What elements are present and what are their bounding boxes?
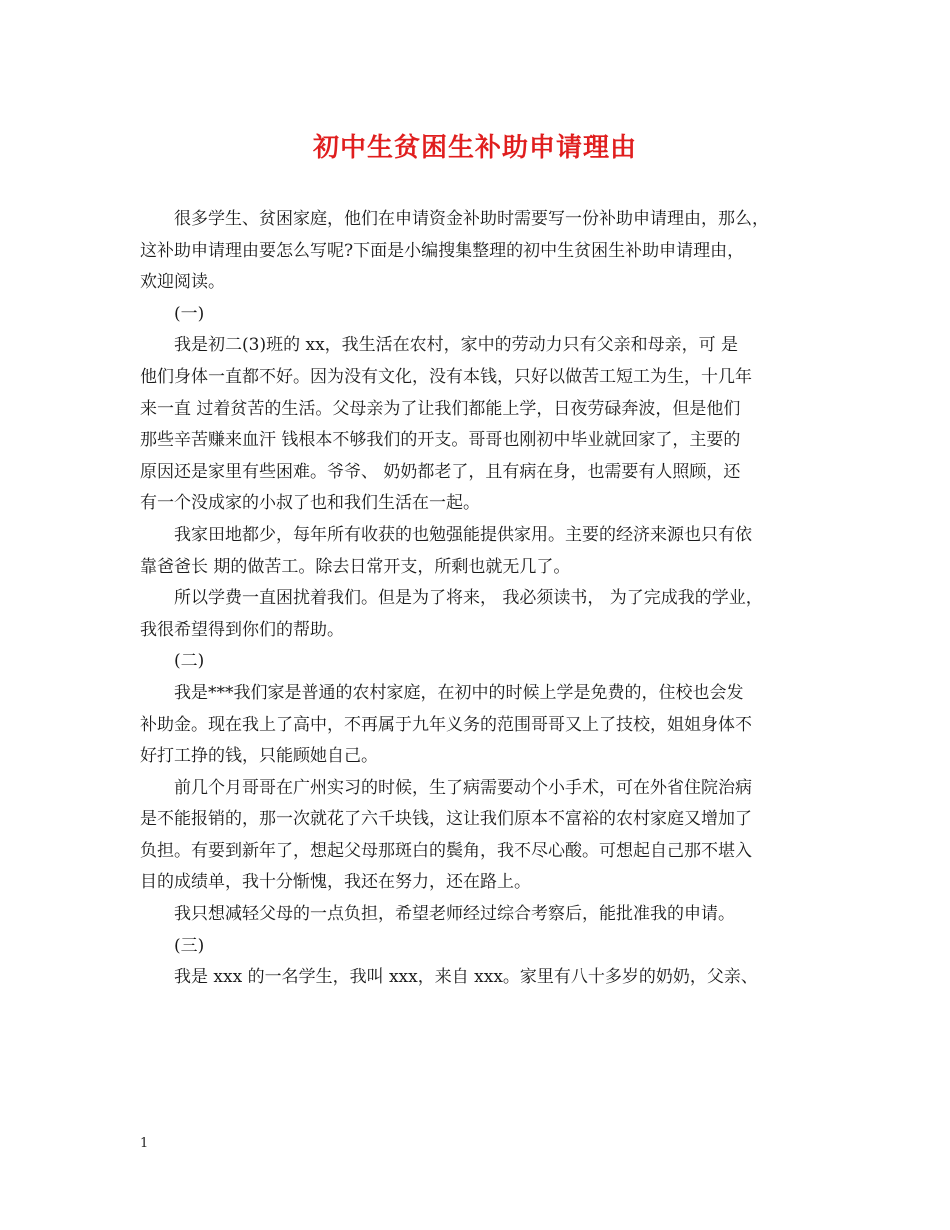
paragraph-3a bbox=[140, 962, 830, 994]
text-line: 所以学费一直困扰着我们。但是为了将来， 我必须读书， 为了完成我的学业， bbox=[174, 588, 763, 609]
text-line: 是不能报销的，那一次就花了六千块钱，这让我们原本不富裕的农村家庭又增加了 bbox=[140, 809, 752, 830]
text-line: (一) bbox=[174, 303, 205, 324]
paragraph-1b bbox=[140, 520, 830, 583]
text-line: (三) bbox=[174, 935, 205, 956]
document-title: 初中生贫困生补助申请理由 bbox=[312, 133, 637, 163]
text-line: 我家田地都少，每年所有收获的也勉强能提供家用。主要的经济来源也只有依 bbox=[174, 524, 752, 545]
section-heading-1 bbox=[140, 299, 830, 331]
text-line: 好打工挣的钱，只能顾她自己。 bbox=[140, 746, 378, 767]
text-line: 目的成绩单，我十分惭愧，我还在努力，还在路上。 bbox=[140, 872, 531, 893]
text-line: 前几个月哥哥在广州实习的时候，生了病需要动个小手术，可在外省住院治病 bbox=[174, 777, 752, 798]
text-line: 那些辛苦赚来血汗 钱根本不够我们的开支。哥哥也刚初中毕业就回家了，主要的 bbox=[140, 430, 741, 451]
section-heading-2 bbox=[140, 646, 830, 678]
text-line: 很多学生、贫困家庭，他们在申请资金补助时需要写一份补助申请理由，那么， bbox=[174, 209, 769, 229]
document-body bbox=[140, 204, 830, 994]
page-number: 1 bbox=[140, 1136, 149, 1151]
paragraph-1a bbox=[140, 330, 830, 520]
text-line: 这补助申请理由要怎么写呢?下面是小编搜集整理的初中生贫困生补助申请理由， bbox=[140, 240, 745, 261]
text-line: 补助金。现在我上了高中，不再属于九年义务的范围哥哥又上了技校，姐姐身体不 bbox=[140, 714, 752, 735]
text-line: 我只想减轻父母的一点负担，希望老师经过综合考察后，能批准我的申请。 bbox=[174, 904, 735, 925]
text-line: 我是初二(3)班的 xx，我生活在农村，家中的劳动力只有父亲和母亲，可 是 bbox=[174, 335, 739, 356]
paragraph-1c bbox=[140, 583, 830, 646]
section-heading-3 bbox=[140, 931, 830, 963]
text-line: 我是 xxx 的一名学生，我叫 xxx，来自 xxx。家里有八十多岁的奶奶，父亲、 bbox=[174, 967, 758, 988]
paragraph-2c bbox=[140, 899, 830, 931]
paragraph-2b bbox=[140, 773, 830, 899]
text-line: 他们身体一直都不好。因为没有文化，没有本钱，只好以做苦工短工为生，十几年 bbox=[140, 366, 752, 387]
text-line: 负担。有要到新年了，想起父母那斑白的鬓角，我不尽心酸。可想起自己那不堪入 bbox=[140, 840, 752, 861]
text-line: 来一直 过着贫苦的生活。父母亲为了让我们都能上学，日夜劳碌奔波，但是他们 bbox=[140, 398, 741, 419]
text-line: 有一个没成家的小叔了也和我们生活在一起。 bbox=[140, 493, 480, 514]
text-line: 我很希望得到你们的帮助。 bbox=[140, 619, 344, 640]
text-line: (二) bbox=[174, 651, 205, 672]
paragraph-2a bbox=[140, 678, 830, 773]
text-line: 原因还是家里有些困难。爷爷、 奶奶都老了，且有病在身，也需要有人照顾，还 bbox=[140, 461, 741, 482]
text-line: 欢迎阅读。 bbox=[140, 272, 225, 293]
text-line: 我是***我们家是普通的农村家庭，在初中的时候上学是免费的，住校也会发 bbox=[174, 682, 744, 703]
paragraph-intro bbox=[140, 204, 830, 299]
text-line: 靠爸爸长 期的做苦工。除去日常开支，所剩也就无几了。 bbox=[140, 556, 571, 577]
